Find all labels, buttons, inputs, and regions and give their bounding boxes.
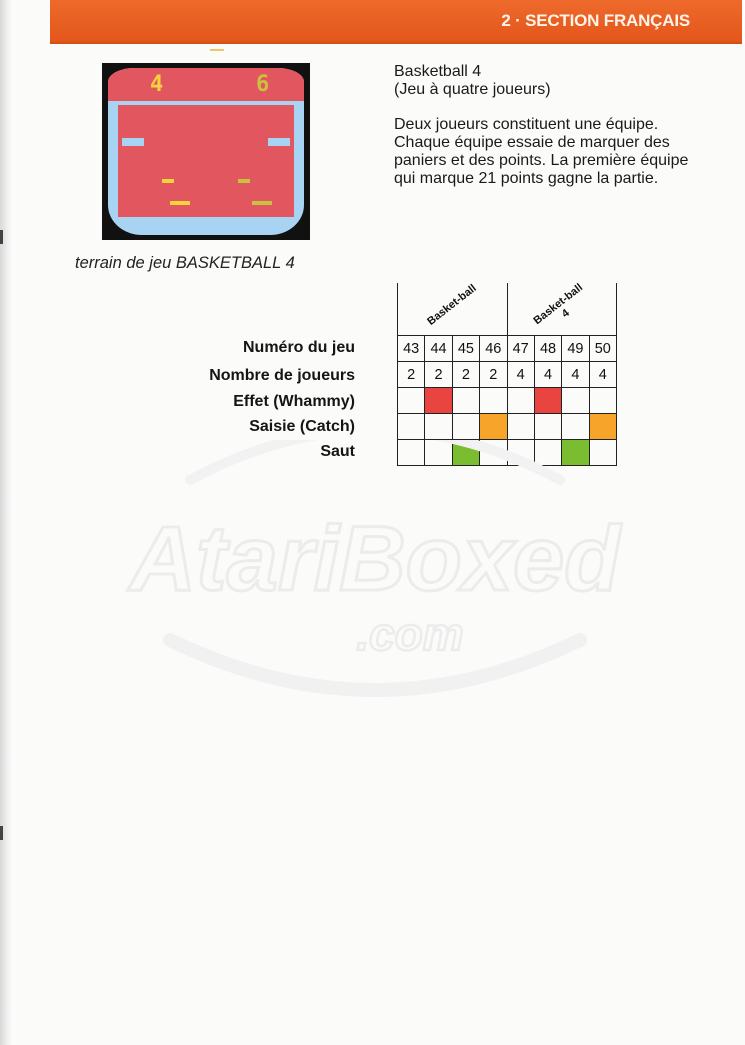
whammy-row-cell [452, 388, 479, 414]
watermark-arc [170, 640, 580, 690]
jump-row-cell [398, 440, 425, 466]
whammy-row-cell [534, 388, 561, 414]
game-description [394, 63, 714, 188]
game-number-row-cell: 44 [425, 336, 452, 362]
whammy-row-cell [425, 388, 452, 414]
row-label-catch: Saisie (Catch) [249, 418, 355, 435]
row-label-players: Nombre de joueurs [209, 367, 355, 384]
row-label-whammy: Effet (Whammy) [233, 393, 355, 410]
whammy-row [398, 388, 617, 414]
jump-row-cell [562, 440, 589, 466]
players-row-cell: 4 [507, 362, 534, 388]
row-label-jump: Saut [320, 443, 355, 460]
watermark-domain: .com [356, 608, 464, 660]
binding-gutter [0, 0, 12, 1045]
game-number-row-cell: 45 [452, 336, 479, 362]
hoop-left [122, 138, 144, 146]
catch-row-cell [425, 414, 452, 440]
whammy-row-cell [398, 388, 425, 414]
jump-row [398, 440, 617, 466]
game-number-row-cell: 48 [534, 336, 561, 362]
group-label: Basket-ball 4 [531, 281, 586, 328]
player-marker [162, 179, 174, 183]
variations-grid [397, 335, 617, 466]
game-rules: Deux joueurs constituent une équipe. Chaque équipe essaie de marquer des paniers et des points. La première équipe qui marque 21 points gagne la partie. [394, 116, 689, 187]
game-number-row-cell: 49 [562, 336, 589, 362]
jump-row-cell [507, 440, 534, 466]
whammy-row-cell [562, 388, 589, 414]
gutter-mark [0, 826, 3, 840]
game-variations-table [397, 283, 617, 467]
player-marker [252, 201, 272, 205]
player-marker [170, 201, 190, 205]
group-label: Basket-ball [425, 282, 479, 328]
players-row-cell: 2 [480, 362, 507, 388]
catch-row-cell [452, 414, 479, 440]
jump-row-cell [480, 440, 507, 466]
players-row-cell: 4 [562, 362, 589, 388]
score-team-right: 6 [256, 72, 270, 97]
jump-row-cell [425, 440, 452, 466]
hoop-right [268, 138, 290, 146]
screenshot-caption: terrain de jeu BASKETBALL 4 [75, 254, 295, 272]
catch-row-cell [480, 414, 507, 440]
gutter-mark [0, 230, 3, 244]
game-number-row-cell: 46 [480, 336, 507, 362]
game-number-row-cell: 50 [589, 336, 616, 362]
game-subtitle: (Jeu à quatre joueurs) [394, 81, 551, 98]
score-team-left: 4 [150, 72, 164, 97]
players-row-cell: 4 [589, 362, 616, 388]
tv-screen [108, 68, 304, 235]
group-header-basketball [397, 283, 508, 335]
section-title: 2 · SECTION FRANÇAIS [501, 11, 690, 30]
scoreboard [108, 68, 304, 101]
watermark-text: AtariBoxed [129, 508, 621, 610]
decorative-dash [210, 49, 224, 51]
catch-row [398, 414, 617, 440]
whammy-row-cell [480, 388, 507, 414]
whammy-row-cell [589, 388, 616, 414]
catch-row-cell [534, 414, 561, 440]
catch-row-cell [507, 414, 534, 440]
section-header [50, 0, 742, 44]
players-row-cell: 2 [425, 362, 452, 388]
whammy-row-cell [507, 388, 534, 414]
group-header-basketball-4 [507, 283, 617, 335]
catch-row-cell [589, 414, 616, 440]
jump-row-cell [452, 440, 479, 466]
jump-row-cell [589, 440, 616, 466]
row-label-game-number: Numéro du jeu [242, 339, 355, 356]
players-row-cell: 2 [452, 362, 479, 388]
players-row [398, 362, 617, 388]
game-number-row-cell: 43 [398, 336, 425, 362]
game-number-row [398, 336, 617, 362]
players-row-cell: 2 [398, 362, 425, 388]
catch-row-cell [398, 414, 425, 440]
game-number-row-cell: 47 [507, 336, 534, 362]
watermark-logo [110, 440, 640, 710]
jump-row-cell [534, 440, 561, 466]
game-title: Basketball 4 [394, 63, 482, 80]
player-marker [238, 179, 250, 183]
players-row-cell: 4 [534, 362, 561, 388]
catch-row-cell [562, 414, 589, 440]
game-screenshot [102, 63, 310, 240]
